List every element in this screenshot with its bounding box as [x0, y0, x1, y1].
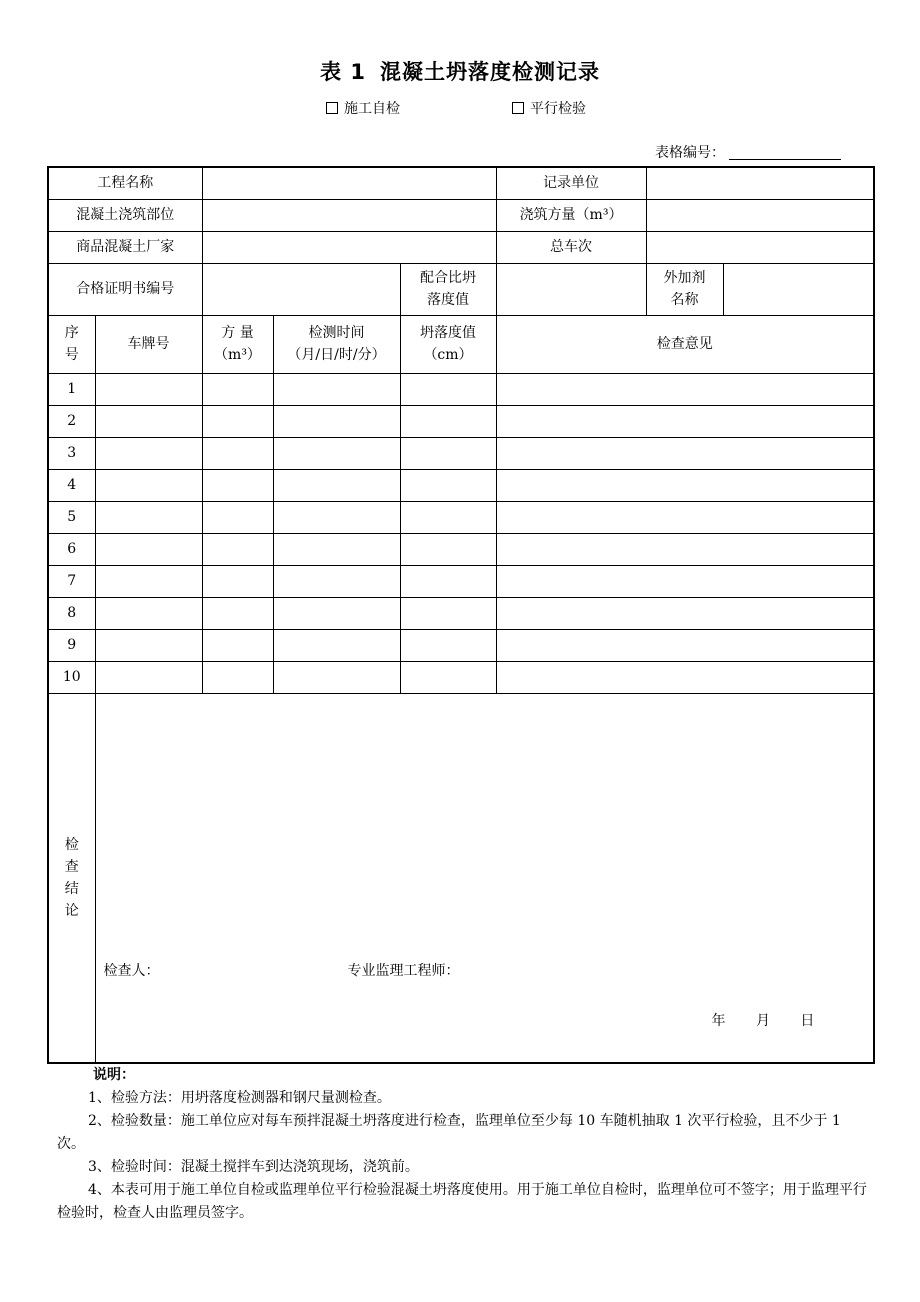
slump-cell[interactable] [400, 629, 496, 661]
admixture-field[interactable] [723, 263, 874, 315]
table-row [48, 437, 874, 469]
plate-cell[interactable] [95, 661, 202, 693]
project-name-label: 工程名称 [48, 167, 202, 199]
note-item: 1、检验方法：用坍落度检测器和钢尺量测检查。 [88, 1090, 391, 1106]
note-item: 3、检验时间：混凝土搅拌车到达浇筑现场，浇筑前。 [88, 1159, 419, 1175]
form-number: 表格编号： [655, 142, 841, 162]
opinion-cell[interactable] [496, 533, 874, 565]
col-opinion-header: 检查意见 [496, 315, 874, 373]
volume-cell[interactable] [202, 469, 273, 501]
self-check-checkbox[interactable] [326, 102, 338, 114]
parallel-check-option[interactable]: 平行检验 [512, 98, 586, 118]
col-seq-header: 序号 [64, 325, 79, 363]
date-label: 年 月 日 [711, 1012, 815, 1029]
slump-cell[interactable] [400, 597, 496, 629]
project-name-field[interactable] [202, 167, 496, 199]
col-time-format: （月/日/时/分） [287, 347, 386, 363]
time-cell[interactable] [273, 373, 400, 405]
table-row [48, 501, 874, 533]
volume-cell[interactable] [202, 565, 273, 597]
slump-cell[interactable] [400, 501, 496, 533]
slump-cell[interactable] [400, 533, 496, 565]
row-number: 1 [48, 373, 95, 405]
table-row [48, 661, 874, 693]
manufacturer-label: 商品混凝土厂家 [48, 231, 202, 263]
record-unit-label: 记录单位 [496, 167, 646, 199]
time-cell[interactable] [273, 405, 400, 437]
opinion-cell[interactable] [496, 597, 874, 629]
plate-cell[interactable] [95, 565, 202, 597]
notes-heading: 说明： [93, 1067, 135, 1083]
opinion-cell[interactable] [496, 661, 874, 693]
time-cell[interactable] [273, 565, 400, 597]
col-slump-unit: （cm） [423, 347, 473, 363]
certificate-no-field[interactable] [202, 263, 400, 315]
time-cell[interactable] [273, 501, 400, 533]
opinion-cell[interactable] [496, 501, 874, 533]
row-number: 4 [48, 469, 95, 501]
table-row [48, 597, 874, 629]
inspector-label: 检查人： [103, 962, 160, 979]
opinion-cell[interactable] [496, 565, 874, 597]
pour-location-label: 混凝土浇筑部位 [48, 199, 202, 231]
slump-cell[interactable] [400, 661, 496, 693]
col-volume-unit: （m³） [214, 347, 261, 363]
parallel-check-checkbox[interactable] [512, 102, 524, 114]
volume-cell[interactable] [202, 661, 273, 693]
record-unit-field[interactable] [646, 167, 874, 199]
table-row [48, 533, 874, 565]
volume-cell[interactable] [202, 437, 273, 469]
plate-cell[interactable] [95, 501, 202, 533]
pour-location-field[interactable] [202, 199, 496, 231]
opinion-cell[interactable] [496, 469, 874, 501]
plate-cell[interactable] [95, 469, 202, 501]
plate-cell[interactable] [95, 533, 202, 565]
col-time-header: 检测时间 [308, 325, 365, 341]
row-number: 2 [48, 405, 95, 437]
table-row [48, 405, 874, 437]
volume-cell[interactable] [202, 373, 273, 405]
col-slump-header: 坍落度值 [420, 325, 476, 341]
plate-cell[interactable] [95, 437, 202, 469]
plate-cell[interactable] [95, 597, 202, 629]
total-trips-field[interactable] [646, 231, 874, 263]
volume-cell[interactable] [202, 597, 273, 629]
total-trips-label: 总车次 [496, 231, 646, 263]
plate-cell[interactable] [95, 373, 202, 405]
pour-volume-label: 浇筑方量（m³） [496, 199, 646, 231]
volume-cell[interactable] [202, 629, 273, 661]
time-cell[interactable] [273, 597, 400, 629]
notes-section [57, 1064, 869, 1225]
opinion-cell[interactable] [496, 405, 874, 437]
time-cell[interactable] [273, 469, 400, 501]
row-number: 9 [48, 629, 95, 661]
opinion-cell[interactable] [496, 629, 874, 661]
supervisor-label: 专业监理工程师： [347, 962, 460, 979]
row-number: 8 [48, 597, 95, 629]
row-number: 10 [48, 661, 95, 693]
time-cell[interactable] [273, 533, 400, 565]
col-volume-header: 方 量 [221, 325, 254, 341]
mix-slump-label: 配合比坍落度值 [420, 270, 476, 308]
col-plate-header: 车牌号 [95, 315, 202, 373]
opinion-cell[interactable] [496, 373, 874, 405]
table-row [48, 629, 874, 661]
slump-cell[interactable] [400, 469, 496, 501]
admixture-label: 外加剂名称 [663, 270, 706, 308]
opinion-cell[interactable] [496, 437, 874, 469]
volume-cell[interactable] [202, 405, 273, 437]
time-cell[interactable] [273, 437, 400, 469]
table-row [48, 469, 874, 501]
manufacturer-field[interactable] [202, 231, 496, 263]
form-number-field[interactable] [729, 145, 841, 160]
conclusion-area[interactable] [95, 693, 874, 1063]
row-number: 7 [48, 565, 95, 597]
time-cell[interactable] [273, 661, 400, 693]
row-number: 5 [48, 501, 95, 533]
table-row [48, 565, 874, 597]
slump-cell[interactable] [400, 437, 496, 469]
slump-cell[interactable] [400, 565, 496, 597]
page-title: 表 1 混凝土坍落度检测记录 [320, 60, 600, 84]
conclusion-label: 检查结论 [64, 836, 79, 919]
self-check-option[interactable]: 施工自检 [326, 98, 400, 118]
row-number: 6 [48, 533, 95, 565]
time-cell[interactable] [273, 629, 400, 661]
slump-cell[interactable] [400, 373, 496, 405]
volume-cell[interactable] [202, 533, 273, 565]
table-row [48, 373, 874, 405]
volume-cell[interactable] [202, 501, 273, 533]
slump-record-table [47, 166, 875, 1064]
mix-slump-field[interactable] [496, 263, 646, 315]
plate-cell[interactable] [95, 405, 202, 437]
note-item: 4、本表可用于施工单位自检或监理单位平行检验混凝土坍落度使用。用于施工单位自检时，监理单位可不签字；用于监理平行检验时，检查人由监理员签字。 [57, 1182, 867, 1221]
plate-cell[interactable] [95, 629, 202, 661]
note-item: 2、检验数量：施工单位应对每车预拌混凝土坍落度进行检查，监理单位至少每 10 车随机抽取 1 次平行检验，且不少于 1 次。 [57, 1113, 841, 1152]
pour-volume-field[interactable] [646, 199, 874, 231]
slump-cell[interactable] [400, 405, 496, 437]
row-number: 3 [48, 437, 95, 469]
certificate-no-label: 合格证明书编号 [48, 263, 202, 315]
